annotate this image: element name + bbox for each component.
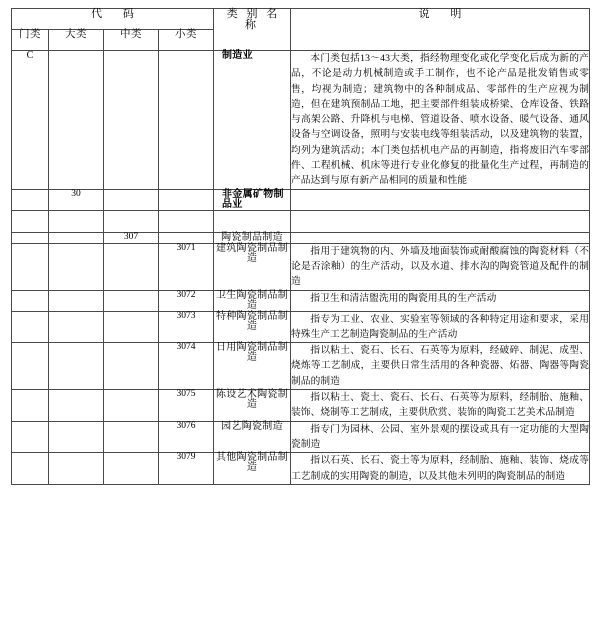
table-row <box>12 390 590 422</box>
cell-description <box>291 343 590 390</box>
header-description: 说 明 <box>291 9 590 51</box>
table-row <box>12 189 590 210</box>
cell-menlei-code <box>12 243 49 290</box>
description-text: 本门类包括13～43大类，指经物理变化或化学变化后成为新的产品，不论是动力机械制造或手工制作，也不论产品是批发销售或零售，均视为制造；建筑物中的各种制成品、零部件的生产应视为制造，但在建筑预制品工地，把主要部件组装成桥梁、仓库设备、铁路与高架公路、升降机与电梯、管道设备、喷水设备、暖气设备、通风设备与空调设备，照明与安装电线等组装活动，以及建筑物的装置，均列为建筑活动；本门类包括机电产品的再制造，指将废旧汽车零部件、工程机械、机床等进行专业化修复的批量化生产过程，再制造的产品达到与原有新产品相同的质量和性能 <box>291 53 589 187</box>
cell-description <box>291 390 590 422</box>
cell-menlei-code <box>12 453 49 485</box>
cell-category-name: 非金属矿物制品业 <box>214 189 291 210</box>
cell-zhonglei-code: 307 <box>104 232 159 243</box>
cell-zhonglei-code <box>104 189 159 210</box>
cell-zhonglei-code <box>104 51 159 190</box>
cell-category-name: 建筑陶瓷制品制造 <box>214 243 291 290</box>
cell-menlei-code <box>12 421 49 453</box>
cell-description <box>291 189 590 210</box>
cell-xiaolei-code <box>159 210 214 232</box>
cell-dalei-code: 30 <box>49 189 104 210</box>
description-text: 指用于建筑物的内、外墙及地面装饰或耐酸腐蚀的陶瓷材料（不论是否涂釉）的生产活动，以及水道、排水沟的陶瓷管道及配件的制造 <box>291 245 589 288</box>
cell-dalei-code <box>49 290 104 311</box>
cell-dalei-code <box>49 232 104 243</box>
cell-zhonglei-code <box>104 243 159 290</box>
header-row-top <box>12 9 590 30</box>
cell-dalei-code <box>49 390 104 422</box>
table-row <box>12 421 590 453</box>
cell-zhonglei-code <box>104 453 159 485</box>
cell-menlei-code <box>12 232 49 243</box>
table-header <box>12 9 590 51</box>
cell-description <box>291 290 590 311</box>
cell-xiaolei-code: 3075 <box>159 390 214 422</box>
cell-dalei-code <box>49 421 104 453</box>
table-body <box>12 51 590 485</box>
header-code-group: 代 码 <box>12 9 214 30</box>
cell-category-name: 日用陶瓷制品制造 <box>214 343 291 390</box>
cell-description <box>291 232 590 243</box>
cell-menlei-code <box>12 189 49 210</box>
cell-zhonglei-code <box>104 311 159 343</box>
header-col-dalei: 大类 <box>49 30 104 51</box>
table-row <box>12 232 590 243</box>
table-row <box>12 243 590 290</box>
cell-xiaolei-code <box>159 51 214 190</box>
cell-menlei-code <box>12 343 49 390</box>
cell-category-name: 卫生陶瓷制品制造 <box>214 290 291 311</box>
cell-menlei-code <box>12 311 49 343</box>
cell-zhonglei-code <box>104 343 159 390</box>
table-row <box>12 51 590 190</box>
industry-classification-table <box>11 8 590 485</box>
cell-category-name: 园艺陶瓷制造 <box>214 421 291 453</box>
description-text: 指专门为园林、公园、室外景观的摆设或具有一定功能的大型陶瓷制造 <box>291 423 589 450</box>
cell-dalei-code <box>49 210 104 232</box>
cell-category-name: 特种陶瓷制品制造 <box>214 311 291 343</box>
cell-category-name: 陈设艺术陶瓷制造 <box>214 390 291 422</box>
cell-description <box>291 311 590 343</box>
cell-description <box>291 243 590 290</box>
cell-menlei-code <box>12 290 49 311</box>
cell-description <box>291 421 590 453</box>
cell-xiaolei-code: 3072 <box>159 290 214 311</box>
header-col-menlei: 门类 <box>12 30 49 51</box>
cell-category-name: 其他陶瓷制品制造 <box>214 453 291 485</box>
cell-xiaolei-code: 3076 <box>159 421 214 453</box>
cell-description <box>291 51 590 190</box>
cell-category-name: 陶瓷制品制造 <box>214 232 291 243</box>
description-text: 指以粘土、瓷石、长石、石英等为原料，经破碎、制泥、成型、烧炼等工艺制成，主要供日常生活用的各种瓷器、炻器、陶器等陶瓷制品的制造 <box>291 345 589 387</box>
header-col-xiaolei: 小类 <box>159 30 214 51</box>
table-row <box>12 311 590 343</box>
cell-dalei-code <box>49 243 104 290</box>
description-text: 指以石英、长石、瓷土等为原料，经制胎、施釉、装饰、烧成等工艺制成的实用陶瓷的制造，以及其他未列明的陶瓷制品的制造 <box>291 455 589 482</box>
table-row <box>12 210 590 232</box>
cell-description <box>291 453 590 485</box>
table-row <box>12 453 590 485</box>
header-col-zhonglei: 中类 <box>104 30 159 51</box>
cell-description <box>291 210 590 232</box>
cell-dalei-code <box>49 343 104 390</box>
description-text: 指专为工业、农业、实验室等领域的各种特定用途和要求，采用特殊生产工艺制造陶瓷制品的生产活动 <box>291 313 589 340</box>
cell-xiaolei-code: 3073 <box>159 311 214 343</box>
cell-zhonglei-code <box>104 290 159 311</box>
description-text: 指以粘土、瓷土、瓷石、长石、石英等为原料，经制胎、施釉、装饰、烧制等工艺制成，主要供欣赏、装饰的陶瓷工艺美术品制造 <box>291 392 589 419</box>
cell-dalei-code <box>49 311 104 343</box>
cell-category-name <box>214 210 291 232</box>
cell-xiaolei-code: 3074 <box>159 343 214 390</box>
cell-xiaolei-code <box>159 189 214 210</box>
cell-menlei-code <box>12 210 49 232</box>
cell-zhonglei-code <box>104 390 159 422</box>
cell-zhonglei-code <box>104 421 159 453</box>
cell-xiaolei-code: 3079 <box>159 453 214 485</box>
description-text: 指卫生和清洁盥洗用的陶瓷用具的生产活动 <box>310 292 497 304</box>
table-row <box>12 290 590 311</box>
cell-category-name: 制造业 <box>214 51 291 190</box>
cell-dalei-code <box>49 453 104 485</box>
header-category-name: 类 别 名 称 <box>214 9 291 51</box>
cell-menlei-code <box>12 390 49 422</box>
cell-xiaolei-code <box>159 232 214 243</box>
cell-dalei-code <box>49 51 104 190</box>
cell-xiaolei-code: 3071 <box>159 243 214 290</box>
table-row <box>12 343 590 390</box>
cell-menlei-code: C <box>12 51 49 190</box>
cell-zhonglei-code <box>104 210 159 232</box>
